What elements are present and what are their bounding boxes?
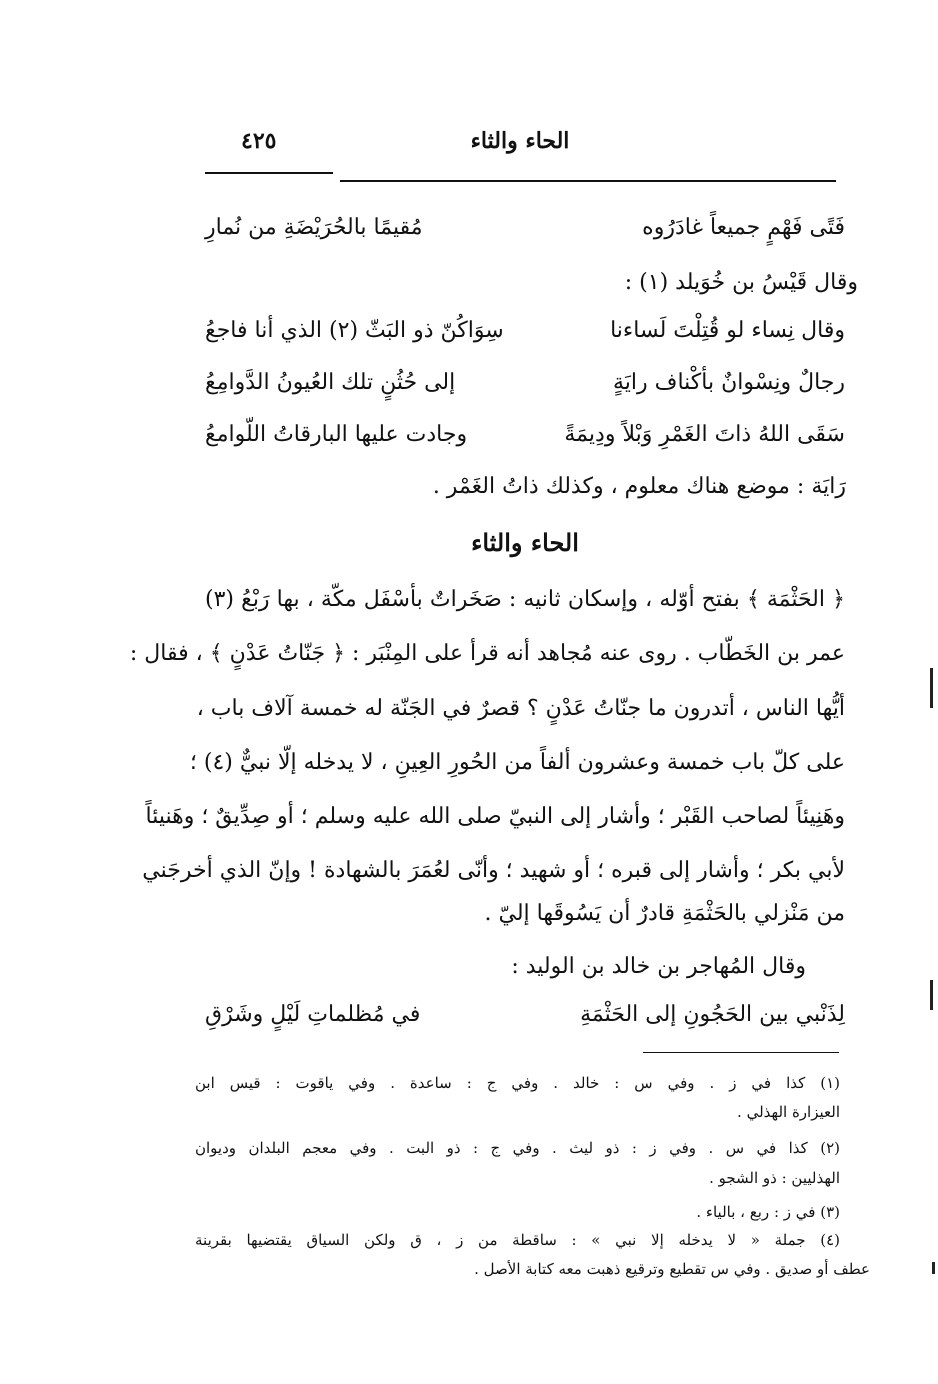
verse-first-hemistich: فَتًى فَهْمٍ جميعاً غادَرُوه bbox=[642, 215, 845, 240]
footnote-4-line-1: (٤) جملة « لا يدخله إلا نبي » : ساقطة من ز ، ق ولكن السياق يقتضيها بقرينة bbox=[195, 1231, 840, 1249]
poem-verse-2 bbox=[205, 368, 845, 398]
prose-line-4: على كلّ باب خمسة وعشرون ألفاً من الحُورِ العِينِ ، لا يدخله إلّا نبيٌّ (٤) ؛ bbox=[189, 750, 845, 775]
verse-second-hemistich: وجادت عليها البارقاتُ اللّوامعُ bbox=[205, 422, 468, 447]
verse-second-hemistich: في مُظلماتِ لَيْلٍ وشَرْقِ bbox=[205, 1002, 421, 1027]
prose-line-6: لأبي بكر ؛ وأشار إلى قبره ؛ أو شهيد ؛ وأنّى لعُمَرَ بالشهادة ! وإنّ الذي أخرجَني bbox=[142, 858, 845, 883]
scan-edge-mark bbox=[932, 1262, 935, 1274]
scan-edge-mark bbox=[930, 980, 933, 1010]
verse-second-hemistich: سِوَاكُنّ ذو البَثّ (٢) الذي أنا فاجعُ bbox=[205, 318, 504, 343]
footnote-rule bbox=[643, 1052, 839, 1053]
poem-verse-3 bbox=[205, 420, 845, 450]
scan-edge-mark bbox=[930, 668, 933, 708]
section-title: الحاء والثاء bbox=[471, 528, 579, 557]
last-verse bbox=[205, 1000, 845, 1030]
prose-line-3: أيُّها الناس ، أتدرون ما جنّاتُ عَدْنٍ ؟ قصرٌ في الجَنّة له خمسة آلاف باب ، bbox=[196, 696, 845, 721]
intro-line-muhajir: وقال المُهاجر بن خالد بن الوليد : bbox=[511, 954, 806, 979]
verse-first-hemistich: رجالٌ ونِسْوانٌ بأكْناف رايَةٍ bbox=[613, 370, 845, 395]
poem-verse-1 bbox=[205, 316, 845, 346]
page-number: ٤٢٥ bbox=[241, 128, 277, 154]
gloss-line: رَايَة : موضع هناك معلوم ، وكذلك ذاتُ الغَمْر . bbox=[432, 474, 846, 499]
prose-line-7: من مَنْزلي بالحَثْمَةِ قادرٌ أن يَسُوقَها إليّ . bbox=[484, 901, 845, 926]
footnote-4-line-2: عطف أو صديق . وفي س تقطيع وترقيع ذهبت معه كتابة الأصل . bbox=[474, 1260, 870, 1278]
footnote-3: (٣) في ز : ربع ، بالياء . bbox=[696, 1203, 840, 1221]
header-rule-right bbox=[340, 180, 836, 182]
prose-line-1: ﴿ الحَثْمَة ﴾ بفتح أوّله ، وإسكان ثانيه : صَخَراتٌ بأسْفَل مكّة ، بها رَبْعُ (٣) bbox=[205, 587, 845, 612]
prose-line-5: وهَنِيئاً لصاحب القَبْر ؛ وأشار إلى النبيّ صلى الله عليه وسلم ؛ أو صِدِّيقٌ ؛ وهَنيئاً bbox=[145, 804, 845, 829]
footnote-1-line-1: (١) كذا في ز . وفي س : خالد . وفي ج : ساعدة . وفي ياقوت : قيس ابن bbox=[195, 1074, 840, 1092]
prose-line-2: عمر بن الخَطّاب . روى عنه مُجاهد أنه قرأ على المِنْبَر : ﴿ جَنّاتُ عَدْنٍ ﴾ ، فقال : bbox=[129, 641, 845, 666]
top-verse bbox=[205, 213, 845, 243]
verse-first-hemistich: سَقَى اللهُ ذاتَ الغَمْرِ وَبْلاً ودِيمَةً bbox=[564, 422, 845, 447]
running-title: الحاء والثاء bbox=[470, 128, 570, 154]
page-header bbox=[205, 128, 835, 158]
verse-first-hemistich: وقال نِساء لو قُتِلْتَ لَساءنا bbox=[610, 318, 845, 343]
verse-second-hemistich: مُقيمًا بالحُرَيْضَةِ من نُمارِ bbox=[205, 215, 423, 240]
verse-first-hemistich: لِذَنْبي بين الحَجُونِ إلى الحَثْمَةِ bbox=[580, 1002, 845, 1027]
intro-line-qays: وقال قَيْسُ بن خُوَيلد (١) : bbox=[624, 270, 858, 295]
header-rule-left bbox=[205, 172, 333, 174]
footnote-1-line-2: العيزارة الهذلي . bbox=[737, 1103, 840, 1121]
footnote-2-line-2: الهذليين : ذو الشجو . bbox=[709, 1169, 840, 1187]
footnote-2-line-1: (٢) كذا في س . وفي ز : ذو ليث . وفي ج : ذو البت . وفي معجم البلدان وديوان bbox=[195, 1139, 840, 1157]
verse-second-hemistich: إلى حُثُنٍ تلك العُيونُ الدَّوامِعُ bbox=[205, 370, 456, 395]
